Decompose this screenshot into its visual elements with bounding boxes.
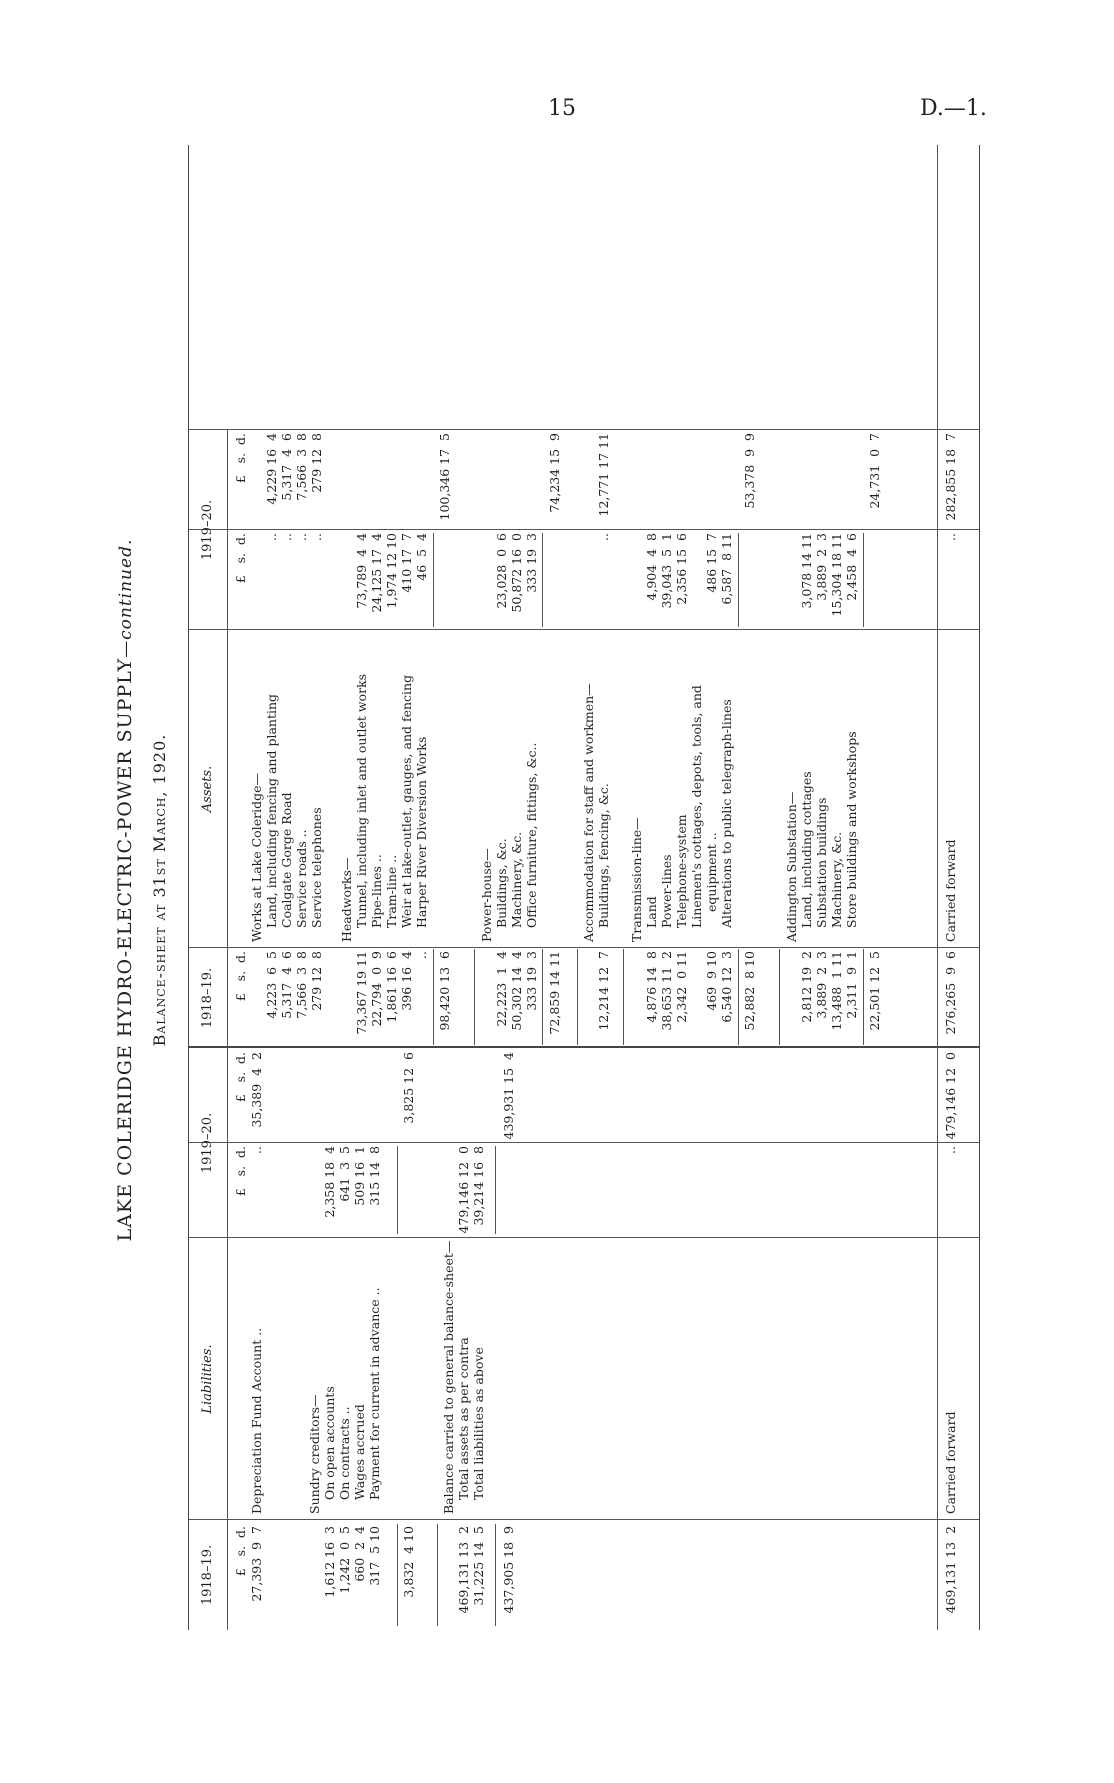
liab-row-1919a: 39,214 16 8 (471, 1146, 486, 1226)
liab-row-1919b: 479,146 12 0 (943, 1052, 958, 1140)
assets-row-1919a: .. (264, 533, 279, 541)
liab-row-label: Total liabilities as above (471, 1347, 486, 1500)
liab-row-1919b: 3,825 12 6 (401, 1052, 416, 1124)
assets-row-1919a: 410 17 7 (399, 533, 414, 593)
liab-row-1918: 437,905 18 9 (501, 1526, 516, 1614)
assets-1919a-currency: £ s. d. (233, 533, 248, 584)
liab-col-1918-header: 1918–19. (189, 1520, 228, 1630)
assets-row-label: Power-house— (479, 848, 494, 942)
liab-row-label: Carried forward (943, 1411, 958, 1514)
assets-row-1919a: 333 19 3 (524, 533, 539, 593)
assets-row-label: Pipe-lines .. (369, 854, 384, 928)
assets-row-label: Substation buildings (814, 797, 829, 928)
assets-row-label: Buildings, fencing, &c. (596, 783, 611, 928)
assets-row-label: Tunnel, including inlet and outlet works (354, 673, 369, 928)
assets-row-label: equipment .. (704, 832, 719, 912)
liab-row-label: Total assets as per contra (456, 1337, 471, 1500)
liab-row-1918: 1,242 0 5 (337, 1526, 352, 1594)
assets-row-label: Store buildings and workshops (844, 731, 859, 928)
liab-row-1919a: 641 3 5 (337, 1146, 352, 1202)
assets-row-1918: 5,317 4 6 (279, 951, 294, 1019)
assets-row-label: Land, including cottages (799, 771, 814, 928)
assets-col-1919-header: 1919–20. (189, 430, 228, 630)
liab-row-1918: 660 2 4 (352, 1526, 367, 1582)
assets-row-1918: 13,488 1 11 (829, 951, 844, 1031)
document-reference: D.—1. (920, 96, 987, 121)
liab-row-label: Sundry creditors— (307, 1394, 322, 1514)
assets-row-label: Land (644, 896, 659, 928)
liab-row-label: On open accounts (322, 1386, 337, 1500)
assets-row-1918: 52,882 8 10 (742, 951, 757, 1031)
assets-row-1918: 4,876 14 8 (644, 951, 659, 1023)
liab-row-1918: 469,131 13 2 (456, 1526, 471, 1614)
assets-row-1919a: 486 15 7 (704, 533, 719, 593)
liab-col-1919-header: 1919–20. (189, 1048, 228, 1238)
assets-row-1919a: 23,028 0 6 (494, 533, 509, 609)
assets-row-1918: 3,889 2 3 (814, 951, 829, 1019)
liab-row-1919a: .. (249, 1146, 264, 1154)
assets-row-label: Alterations to public telegraph-lines (719, 699, 734, 928)
liab-row-1919a: 509 16 1 (352, 1146, 367, 1206)
assets-row-label: Addington Substation— (784, 791, 799, 942)
balance-table (188, 145, 980, 1630)
assets-col-1918-header: 1918–19. (189, 948, 228, 1048)
assets-row-label: Land, including fencing and planting (264, 693, 279, 928)
assets-row-label: Tram-line .. (384, 854, 399, 928)
liabilities-header: Liabilities. (189, 1238, 228, 1520)
assets-row-1919a: 2,458 4 6 (844, 533, 859, 601)
liab-row-label: Wages accrued (352, 1404, 367, 1500)
assets-1919b-currency: £ s. d. (233, 433, 248, 484)
assets-row-label: Headworks— (339, 857, 354, 942)
assets-row-1919b: 279 12 8 (309, 433, 324, 493)
assets-row-1919a: 24,125 17 4 (369, 533, 384, 613)
assets-row-1918: 4,223 6 5 (264, 951, 279, 1019)
assets-row-1918: 333 19 3 (524, 951, 539, 1011)
assets-row-1919a: 39,043 5 1 (659, 533, 674, 609)
assets-row-1918: 12,214 12 7 (596, 951, 611, 1031)
liab-1918-currency: £ s. d. (233, 1526, 248, 1577)
assets-row-1919b: 4,229 16 4 (264, 433, 279, 505)
assets-row-label: Buildings, &c. (494, 838, 509, 928)
assets-row-1919a: 3,889 2 3 (814, 533, 829, 601)
assets-row-label: Machinery, &c. (829, 831, 844, 928)
liab-row-1919a: .. (943, 1146, 958, 1154)
assets-row-1918: 98,420 13 6 (437, 951, 452, 1031)
liab-row-label: Payment for current in advance .. (367, 1287, 382, 1500)
assets-row-1918: 279 12 8 (309, 951, 324, 1011)
assets-header: Assets. (189, 630, 228, 948)
assets-row-label: Carried forward (943, 839, 958, 942)
assets-row-1919b: 100,346 17 5 (437, 433, 452, 521)
assets-row-1919a: 50,872 16 0 (509, 533, 524, 613)
assets-row-1919a: .. (943, 533, 958, 541)
assets-row-label: Service roads .. (294, 829, 309, 928)
assets-row-label: Office furniture, fittings, &c.. (524, 742, 539, 928)
assets-row-label: Weir at lake-outlet, gauges, and fencing (399, 674, 414, 928)
assets-row-1919a: 2,356 15 6 (674, 533, 689, 605)
assets-row-label: Works at Lake Coleridge— (249, 773, 264, 942)
assets-row-1919b: 74,234 15 9 (547, 433, 562, 513)
liab-row-1918: 1,612 16 3 (322, 1526, 337, 1598)
liab-row-label: Depreciation Fund Account .. (249, 1327, 264, 1514)
liab-row-1919b: 439,931 15 4 (501, 1052, 516, 1140)
liab-row-1918: 469,131 13 2 (943, 1526, 958, 1614)
assets-row-1918: 38,653 11 2 (659, 951, 674, 1031)
assets-row-label: Linemen's cottages, depots, tools, and (689, 685, 704, 928)
assets-row-1919a: .. (279, 533, 294, 541)
assets-row-label: Telephone-system (674, 814, 689, 928)
liab-row-1919b: 35,389 4 2 (249, 1052, 264, 1128)
liab-row-1919a: 315 14 8 (367, 1146, 382, 1206)
assets-row-1919b: 53,378 9 9 (742, 433, 757, 509)
assets-row-label: Machinery, &c. (509, 831, 524, 928)
assets-row-1918: 276,265 9 6 (943, 951, 958, 1035)
assets-row-label: Service telephones (309, 807, 324, 928)
page-number: 15 (548, 96, 576, 121)
liab-row-1919a: 2,358 18 4 (322, 1146, 337, 1218)
assets-row-1918: 22,794 0 9 (369, 951, 384, 1027)
assets-row-1919a: 1,974 12 10 (384, 533, 399, 609)
assets-row-1918: 6,540 12 3 (719, 951, 734, 1023)
liab-row-1918: 317 5 10 (367, 1526, 382, 1586)
assets-row-1918: 73,367 19 11 (354, 951, 369, 1035)
assets-row-1918: 2,311 9 1 (844, 951, 859, 1019)
liab-1919a-currency: £ s. d. (233, 1146, 248, 1197)
assets-row-1919b: 5,317 4 6 (279, 433, 294, 501)
assets-row-1919a: 4,904 4 8 (644, 533, 659, 601)
assets-row-1918: 50,302 14 4 (509, 951, 524, 1031)
assets-row-label: Harper River Diversion Works (414, 736, 429, 928)
page-title: LAKE COLERIDGE HYDRO-ELECTRIC-POWER SUPPLY—continued. (114, 538, 136, 1242)
assets-row-1918: 22,501 12 5 (867, 951, 882, 1031)
assets-row-1918: 396 16 4 (399, 951, 414, 1011)
assets-row-1918: 2,812 19 2 (799, 951, 814, 1023)
assets-row-1919a: .. (596, 533, 611, 541)
assets-row-1918: 72,859 14 11 (547, 951, 562, 1035)
assets-row-1919a: 3,078 14 11 (799, 533, 814, 609)
assets-row-1919a: 73,789 4 4 (354, 533, 369, 609)
page-subtitle: Balance-sheet at 31st March, 1920. (150, 733, 169, 1047)
assets-row-1919b: 282,855 18 7 (943, 433, 958, 521)
assets-row-1918: 22,223 1 4 (494, 951, 509, 1027)
assets-row-label: Power-lines (659, 854, 674, 928)
assets-row-label: Accommodation for staff and workmen— (581, 683, 596, 942)
liab-row-1918: 3,832 4 10 (401, 1526, 416, 1598)
liab-row-1919a: 479,146 12 0 (456, 1146, 471, 1234)
assets-row-1919b: 24,731 0 7 (867, 433, 882, 509)
liab-row-1918: 31,225 14 5 (471, 1526, 486, 1606)
assets-row-1919a: 46 5 4 (414, 533, 429, 581)
assets-row-1919a: .. (294, 533, 309, 541)
liab-row-label: Balance carried to general balance-sheet— (441, 1240, 456, 1514)
assets-row-label: Transmission-line— (629, 817, 644, 942)
liab-1919b-currency: £ s. d. (233, 1052, 248, 1103)
assets-row-1919a: 6,587 8 11 (719, 533, 734, 605)
liab-row-1918: 27,393 9 7 (249, 1526, 264, 1602)
assets-row-1919b: 7,566 3 8 (294, 433, 309, 501)
assets-row-1918: 2,342 0 11 (674, 951, 689, 1023)
assets-row-1919b: 12,771 17 11 (596, 433, 611, 517)
assets-row-1919a: .. (309, 533, 324, 541)
assets-row-1919a: 15,304 18 11 (829, 533, 844, 617)
balance-sheet (96, 140, 996, 1640)
assets-1918-currency: £ s. d. (233, 951, 248, 1002)
assets-row-1918: 1,861 16 6 (384, 951, 399, 1023)
assets-row-1918: 7,566 3 8 (294, 951, 309, 1019)
assets-row-1918: .. (414, 951, 429, 959)
assets-row-label: Coalgate Gorge Road (279, 792, 294, 928)
assets-row-1918: 469 9 10 (704, 951, 719, 1011)
liab-row-label: On contracts .. (337, 1406, 352, 1500)
